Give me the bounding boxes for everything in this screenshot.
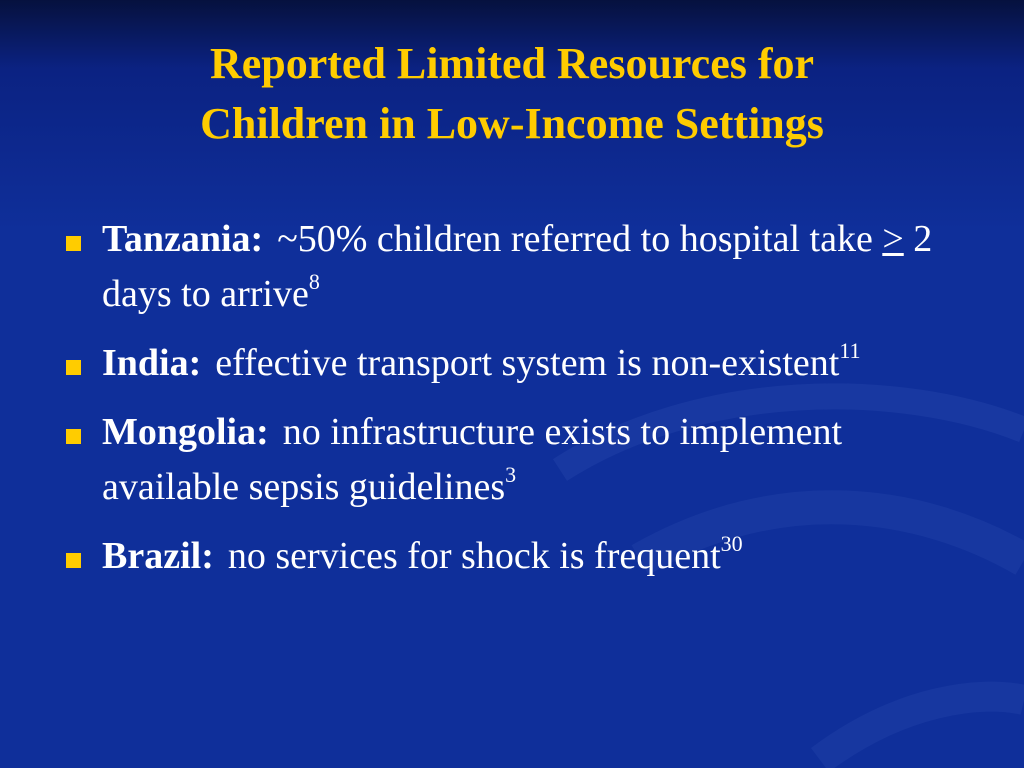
reference-number: 8 (308, 269, 320, 294)
bullet-label: Tanzania: (102, 218, 264, 260)
title-line-2: Children in Low-Income Settings (200, 99, 824, 148)
title-line-1: Reported Limited Resources for (209, 39, 815, 88)
reference-number: 30 (720, 531, 743, 556)
bullet-india (60, 336, 960, 391)
bullet-label: Brazil: (102, 535, 214, 577)
bullet-list (60, 212, 960, 598)
bullet-text: ~50% children referred to hospital take (277, 218, 873, 260)
bullet-label: India: (102, 342, 202, 384)
greater-equal-symbol: > (882, 218, 904, 260)
bullet-mongolia (60, 405, 960, 515)
square-bullet-icon (66, 360, 81, 375)
bullet-brazil (60, 529, 960, 584)
reference-number: 3 (505, 462, 517, 487)
square-bullet-icon (66, 429, 81, 444)
bullet-text-continued: 2 days to arrive (102, 218, 933, 315)
reference-number: 11 (839, 338, 861, 363)
slide-title (0, 34, 1024, 154)
bullet-text: no infrastructure exists to implement available sepsis guidelines (102, 411, 843, 508)
bullet-text: no services for shock is frequent (227, 535, 721, 577)
square-bullet-icon (66, 553, 81, 568)
bullet-text: effective transport system is non-existent (215, 342, 840, 384)
bullet-tanzania (60, 212, 960, 322)
bullet-label: Mongolia: (102, 411, 269, 453)
square-bullet-icon (66, 236, 81, 251)
